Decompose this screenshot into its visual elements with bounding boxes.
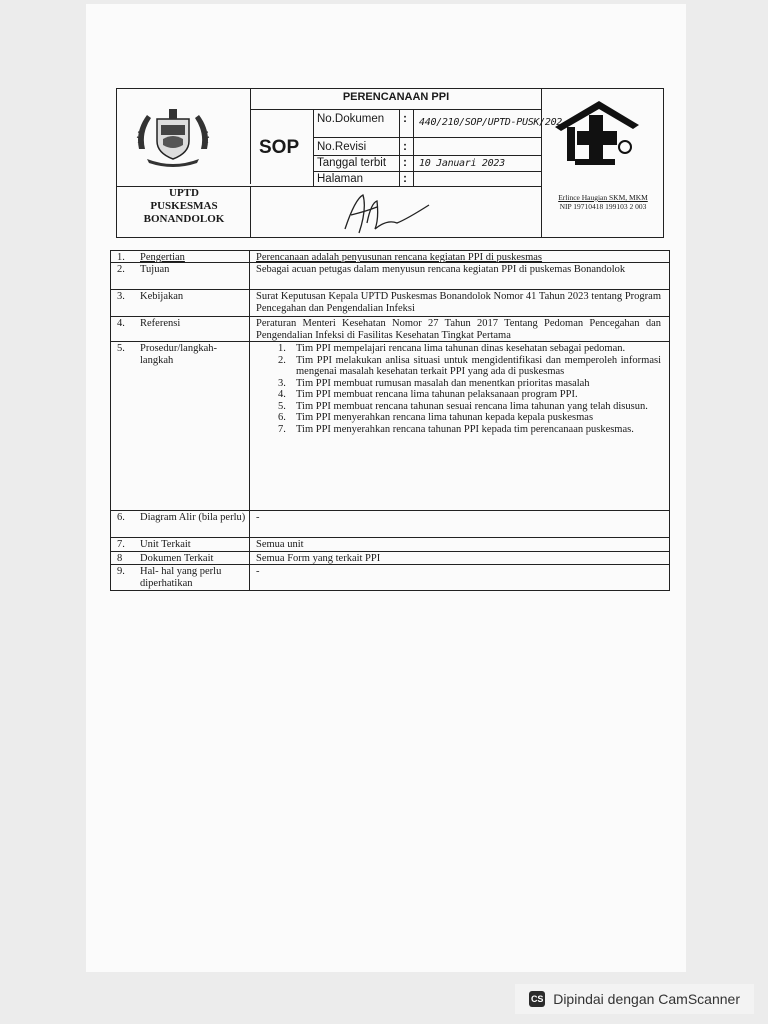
field-value-tanggal-terbit: 10 Januari 2023 bbox=[419, 158, 505, 169]
field-label-tanggal-terbit: Tanggal terbit bbox=[317, 157, 387, 169]
regency-emblem-icon bbox=[133, 105, 213, 169]
procedure-steps bbox=[256, 343, 661, 435]
signature-icon bbox=[337, 189, 437, 237]
row-value: Sebagai acuan petugas dalam menyusun rencana kegiatan PPI di puskemas Bonandolok bbox=[256, 264, 626, 275]
table-row: 6. Diagram Alir (bila perlu) - bbox=[110, 511, 670, 538]
field-label-no-dokumen: No.Dokumen bbox=[317, 113, 385, 125]
list-item: 5. Tim PPI membuat rencana tahunan sesuai rencana lima tahunan yang telah disusun. bbox=[278, 400, 648, 412]
sop-body-table bbox=[110, 250, 670, 591]
signer-nip: NIP 19710418 199103 2 003 bbox=[559, 202, 647, 211]
list-item: 2. Tim PPI melakukan anlisa situasi untuk mengidentifikasi dan memperoleh informasi mengenai masalah kesehatan terkait PPI yang ada di puskesmas bbox=[278, 354, 661, 377]
row-value: - bbox=[256, 566, 260, 577]
camscanner-text: Dipindai dengan CamScanner bbox=[553, 991, 740, 1007]
camscanner-watermark bbox=[515, 984, 754, 1014]
row-label: Kebijakan bbox=[140, 291, 184, 302]
puskesmas-logo-icon bbox=[549, 97, 641, 169]
row-value: Semua Form yang terkait PPI bbox=[256, 553, 381, 564]
document-title: PERENCANAAN PPI bbox=[342, 91, 450, 103]
row-label: Unit Terkait bbox=[140, 539, 191, 550]
row-label: Dokumen Terkait bbox=[140, 553, 214, 564]
row-label: Referensi bbox=[140, 318, 181, 329]
signer-name: Erlince Haugian SKM, MKM bbox=[558, 193, 648, 202]
field-label-no-revisi: No.Revisi bbox=[317, 141, 367, 153]
organization-name: UPTD PUSKESMAS BONANDOLOK bbox=[143, 187, 225, 225]
sop-header-table: PERENCANAAN PPI SOP No.Dokumen : 440/210/SOP/UPTD-PUSK/202 No.Revisi : Tanggal terbit : 10 Januari 2023 Halaman : UPTD PUSKESMAS BONANDOLOK Erlince Haugian SKM, MKM NIP 19710418 199103 2 003 bbox=[116, 88, 664, 238]
table-row: 7. Unit Terkait Semua unit bbox=[110, 538, 670, 552]
row-label: Pengertian bbox=[140, 252, 185, 263]
row-value: Perencanaan adalah penyusunan rencana kegiatan PPI di puskesmas bbox=[256, 252, 543, 263]
field-label-halaman: Halaman bbox=[317, 173, 364, 185]
row-value: Surat Keputusan Kepala UPTD Puskesmas Bonandolok Nomor 41 Tahun 2023 tentang Program Pencegahan dan Pengendalian Infeksi bbox=[256, 291, 661, 314]
field-value-no-dokumen: 440/210/SOP/UPTD-PUSK/202 bbox=[419, 117, 563, 128]
table-row: 3. Kebijakan Surat Keputusan Kepala UPTD Puskesmas Bonandolok Nomor 41 Tahun 2023 tentang Program Pencegahan dan Pengendalian Infeksi bbox=[110, 290, 670, 317]
sop-label: SOP bbox=[259, 137, 300, 158]
list-item: 7. Tim PPI menyerahkan rencana tahunan PPI kepada tim perencanaan puskesmas. bbox=[278, 423, 634, 435]
row-value: Peraturan Menteri Kesehatan Nomor 27 Tahun 2017 Tentang Pedoman Pencegahan dan Pengendalian Infeksi di Fasilitas Kesehatan Tingkat Pertama bbox=[256, 318, 661, 341]
row-label: Hal- hal yang perlu diperhatikan bbox=[140, 566, 222, 589]
row-label: Prosedur/langkah-langkah bbox=[140, 343, 217, 366]
row-label: Tujuan bbox=[140, 264, 170, 275]
list-item: 4. Tim PPI membuat rencana lima tahunan pelaksanaan program PPI. bbox=[278, 389, 578, 400]
table-row: 2. Tujuan Sebagai acuan petugas dalam menyusun rencana kegiatan PPI di puskemas Bonandolok bbox=[110, 263, 670, 290]
table-row: 9. Hal- hal yang perlu diperhatikan - bbox=[110, 565, 670, 591]
row-label: Diagram Alir (bila perlu) bbox=[140, 512, 246, 523]
row-value: Semua unit bbox=[256, 539, 304, 550]
table-row: 8 Dokumen Terkait Semua Form yang terkait PPI bbox=[110, 552, 670, 565]
list-item: 3. Tim PPI membuat rumusan masalah dan menentkan prioritas masalah bbox=[278, 377, 590, 389]
table-row: 5. Prosedur/langkah-langkah 1. Tim PPI mempelajari rencana lima tahunan dinas kesehatan sebagai pedoman. 2. Tim PPI melakukan anlisa situasi untuk mengidentifikasi dan memperoleh informasi mengenai masalah kesehatan terkait PPI yang ada di puskesmas 3. Tim PPI membuat rumusan masalah dan menentkan prioritas masalah 4. Tim PPI membuat rencana lima tahunan pelaksanaan program PPI. 5. Tim PPI membuat rencana tahunan sesuai rencana lima tahunan yang telah disusun. 6. Tim PPI menyerahkan rencana lima tahunan kepada kepala puskesmas 7. Tim PPI menyerahkan rencana tahunan PPI kepada tim perencanaan puskesmas. bbox=[110, 342, 670, 511]
table-row: 4. Referensi Peraturan Menteri Kesehatan Nomor 27 Tahun 2017 Tentang Pedoman Pencegahan dan Pengendalian Infeksi di Fasilitas Kesehatan Tingkat Pertama bbox=[110, 317, 670, 342]
signer-block bbox=[541, 193, 665, 211]
table-row: 1. Pengertian Perencanaan adalah penyusunan rencana kegiatan PPI di puskesmas bbox=[110, 250, 670, 263]
camscanner-logo-icon: CS bbox=[529, 991, 545, 1007]
list-item: 1. Tim PPI mempelajari rencana lima tahunan dinas kesehatan sebagai pedoman. bbox=[278, 343, 626, 354]
list-item: 6. Tim PPI menyerahkan rencana lima tahunan kepada kepala puskesmas bbox=[278, 412, 594, 423]
row-value: - bbox=[256, 512, 260, 523]
